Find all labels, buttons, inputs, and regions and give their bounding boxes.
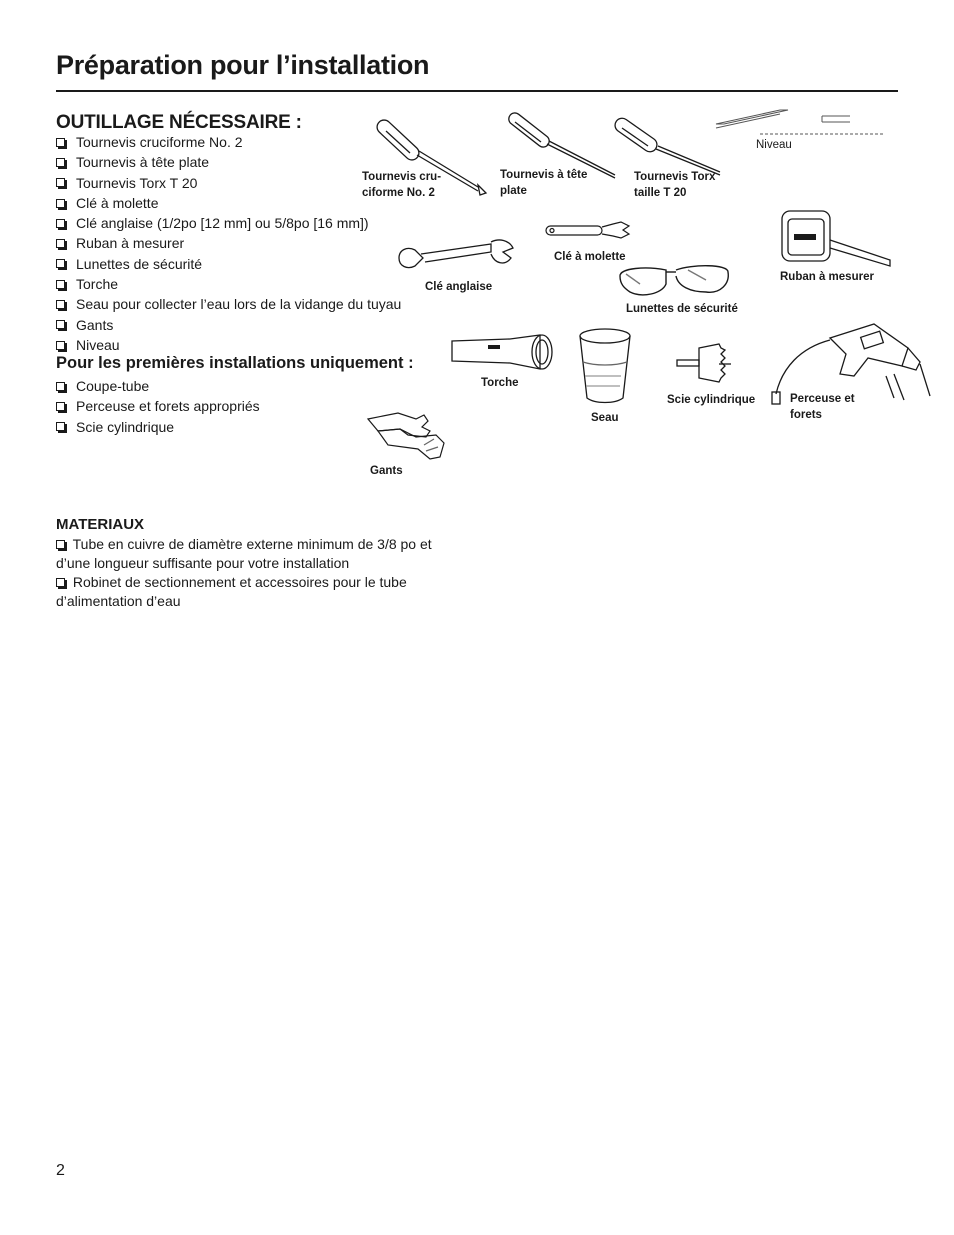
list-item: Torche xyxy=(56,274,401,294)
list-item: Tournevis à tête plate xyxy=(56,152,401,172)
checkbox-icon xyxy=(56,199,65,208)
torx-caption-line2: taille T 20 xyxy=(634,187,687,199)
list-item: Clé anglaise (1/2po [12 mm] ou 5/8po [16 mm]) xyxy=(56,213,401,233)
tape-measure-caption: Ruban à mesurer xyxy=(780,271,874,283)
materials-heading: MATERIAUX xyxy=(56,516,145,533)
materials-item: Robinet de sectionnement et accessoires pour le tube d’alimentation d’eau xyxy=(56,574,407,609)
materials-item: Tube en cuivre de diamètre externe minimum de 3/8 po et d’une longueur suffisante pour votre installation xyxy=(56,536,432,571)
list-item: Niveau xyxy=(56,335,401,355)
checkbox-icon xyxy=(56,158,65,167)
flat-caption-line2: plate xyxy=(500,185,527,197)
title-divider xyxy=(56,90,898,92)
flat-caption-line1: Tournevis à tête xyxy=(500,169,588,181)
phillips-caption-line2: ciforme No. 2 xyxy=(362,187,435,199)
torx-caption-line1: Tournevis Torx xyxy=(634,171,716,183)
checkbox-icon xyxy=(56,219,65,228)
list-item: Scie cylindrique xyxy=(56,417,260,437)
checkbox-icon xyxy=(56,178,65,187)
checkbox-icon xyxy=(56,382,65,391)
checkbox-icon xyxy=(56,300,65,309)
hole-saw-icon xyxy=(675,340,733,388)
first-install-heading: Pour les premières installations uniquement : xyxy=(56,354,414,372)
list-item: Ruban à mesurer xyxy=(56,233,401,253)
drill-caption-line2: forets xyxy=(790,409,822,421)
hole-saw-caption: Scie cylindrique xyxy=(667,394,756,406)
flashlight-icon xyxy=(448,331,556,373)
level-icon xyxy=(710,106,890,138)
tape-measure-icon xyxy=(778,208,896,272)
list-item: Tournevis cruciforme No. 2 xyxy=(56,132,401,152)
safety-glasses-icon xyxy=(616,262,734,302)
checkbox-icon xyxy=(56,280,65,289)
level-caption: Niveau xyxy=(756,139,792,151)
bucket-icon xyxy=(575,326,635,406)
list-item: Coupe-tube xyxy=(56,376,260,396)
page-title: Préparation pour l’installation xyxy=(56,50,430,80)
page-number: 2 xyxy=(56,1162,65,1179)
adjustable-wrench-caption: Clé à molette xyxy=(554,251,626,263)
checkbox-icon xyxy=(56,540,65,549)
list-item: Tournevis Torx T 20 xyxy=(56,173,401,193)
bucket-caption: Seau xyxy=(591,412,619,424)
checkbox-icon xyxy=(56,402,65,411)
tools-list xyxy=(56,132,401,355)
list-item: Lunettes de sécurité xyxy=(56,254,401,274)
adjustable-wrench-icon xyxy=(543,220,633,240)
checkbox-icon xyxy=(56,259,65,268)
list-item: Clé à molette xyxy=(56,193,401,213)
flashlight-caption: Torche xyxy=(481,377,519,389)
open-end-wrench-icon xyxy=(395,236,517,280)
checkbox-icon xyxy=(56,341,65,350)
checkbox-icon xyxy=(56,239,65,248)
list-item: Seau pour collecter l’eau lors de la vidange du tuyau xyxy=(56,294,401,314)
drill-caption-line1: Perceuse et xyxy=(790,393,855,405)
safety-glasses-caption: Lunettes de sécurité xyxy=(626,303,738,315)
tools-heading: OUTILLAGE NÉCESSAIRE : xyxy=(56,112,302,133)
checkbox-icon xyxy=(56,578,65,587)
list-item: Gants xyxy=(56,315,401,335)
open-end-wrench-caption: Clé anglaise xyxy=(425,281,493,293)
gloves-caption: Gants xyxy=(370,465,403,477)
gloves-icon xyxy=(364,409,448,461)
phillips-caption-line1: Tournevis cru- xyxy=(362,171,442,183)
checkbox-icon xyxy=(56,422,65,431)
first-install-list xyxy=(56,376,260,437)
checkbox-icon xyxy=(56,320,65,329)
list-item: Perceuse et forets appropriés xyxy=(56,396,260,416)
checkbox-icon xyxy=(56,138,65,147)
